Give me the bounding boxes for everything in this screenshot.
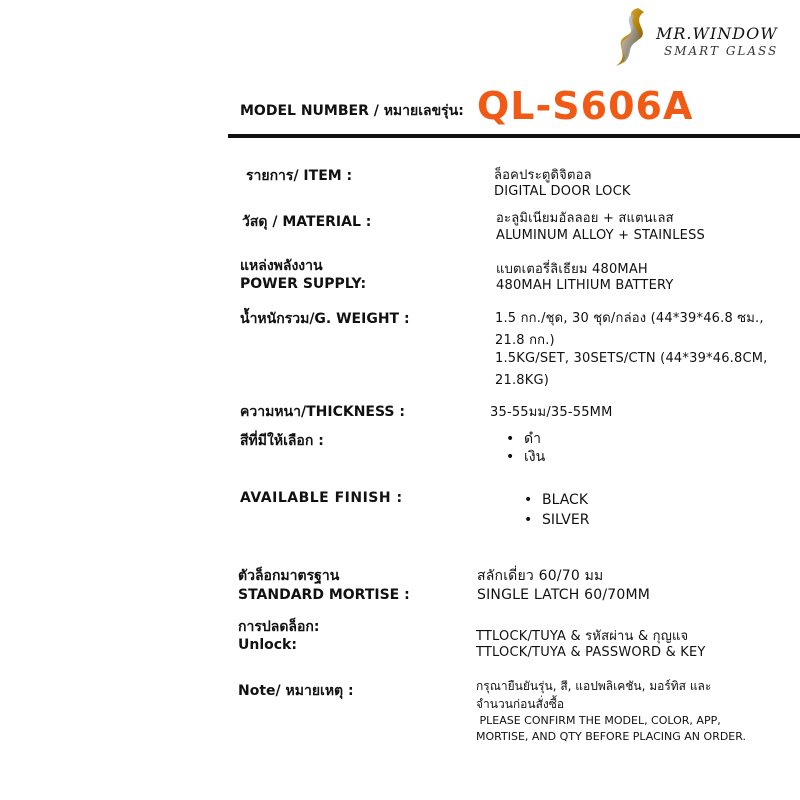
unlock-value-th: TTLOCK/TUYA & รหัสผ่าน & กุญแจ bbox=[476, 629, 689, 644]
item-label: รายการ/ ITEM : bbox=[246, 168, 353, 184]
mortise-value-en: SINGLE LATCH 60/70MM bbox=[477, 587, 651, 603]
finish-label: AVAILABLE FINISH : bbox=[240, 490, 403, 506]
weight-value-th-2: 21.8 กก.) bbox=[495, 333, 555, 348]
mortise-label-th: ตัวล็อกมาตรฐาน bbox=[238, 568, 340, 584]
colors-label-th: สีที่มีให้เลือก : bbox=[240, 433, 324, 449]
item-value-en: DIGITAL DOOR LOCK bbox=[494, 184, 631, 199]
power-label-th: แหล่งพลังงาน bbox=[240, 258, 323, 274]
mortise-label-en: STANDARD MORTISE : bbox=[238, 587, 410, 603]
weight-value-en-2: 21.8KG) bbox=[495, 373, 550, 388]
color-option: • ดำ bbox=[502, 430, 545, 448]
finish-option: • BLACK bbox=[520, 490, 589, 510]
colors-list-th bbox=[502, 430, 545, 466]
note-value-en-2: MORTISE, AND QTY BEFORE PLACING AN ORDER. bbox=[476, 730, 747, 743]
finish-option: • SILVER bbox=[520, 510, 589, 530]
power-value-th: แบตเตอรี่ลิเธียม 480MAH bbox=[496, 262, 648, 277]
model-number-label: MODEL NUMBER / หมายเลขรุ่น: bbox=[240, 103, 464, 119]
brand-tagline: SMART GLASS bbox=[664, 44, 779, 58]
power-value-en: 480MAH LITHIUM BATTERY bbox=[496, 278, 674, 293]
thickness-label: ความหนา/THICKNESS : bbox=[240, 404, 405, 420]
color-option: • เงิน bbox=[502, 448, 545, 466]
material-label: วัสดุ / MATERIAL : bbox=[242, 214, 372, 230]
brand-name: MR.WINDOW bbox=[656, 24, 778, 43]
weight-value-en-1: 1.5KG/SET, 30SETS/CTN (44*39*46.8CM, bbox=[495, 351, 768, 366]
note-label: Note/ หมายเหตุ : bbox=[238, 683, 354, 699]
header-divider bbox=[228, 134, 800, 138]
note-value-th-1: กรุณายืนยันรุ่น, สี, แอปพลิเคชัน, มอร์ทิส และ bbox=[476, 679, 712, 693]
finish-list bbox=[520, 490, 589, 530]
material-value-th: อะลูมิเนียมอัลลอย + สแตนเลส bbox=[496, 211, 674, 226]
note-value-th-2: จำนวนก่อนสั่งซื้อ bbox=[476, 697, 565, 711]
model-number-value: QL-S606A bbox=[477, 84, 694, 128]
weight-value-th-1: 1.5 กก./ชุด, 30 ชุด/กล่อง (44*39*46.8 ซม., bbox=[495, 311, 764, 326]
weight-label: น้ำหนักรวม/G. WEIGHT : bbox=[240, 311, 410, 327]
unlock-value-en: TTLOCK/TUYA & PASSWORD & KEY bbox=[476, 645, 706, 660]
unlock-label-en: Unlock: bbox=[238, 637, 297, 653]
power-label-en: POWER SUPPLY: bbox=[240, 276, 367, 292]
unlock-label-th: การปลดล็อก: bbox=[238, 619, 320, 635]
mortise-value-th: สลักเดี่ยว 60/70 มม bbox=[477, 568, 604, 584]
note-value-en-1: PLEASE CONFIRM THE MODEL, COLOR, APP, bbox=[476, 714, 721, 727]
brand-logo bbox=[604, 4, 800, 74]
item-value-th: ล็อคประตูดิจิตอล bbox=[494, 168, 592, 183]
material-value-en: ALUMINUM ALLOY + STAINLESS bbox=[496, 228, 705, 243]
logo-swirl-icon bbox=[604, 4, 664, 74]
thickness-value: 35-55มม/35-55MM bbox=[490, 405, 613, 420]
